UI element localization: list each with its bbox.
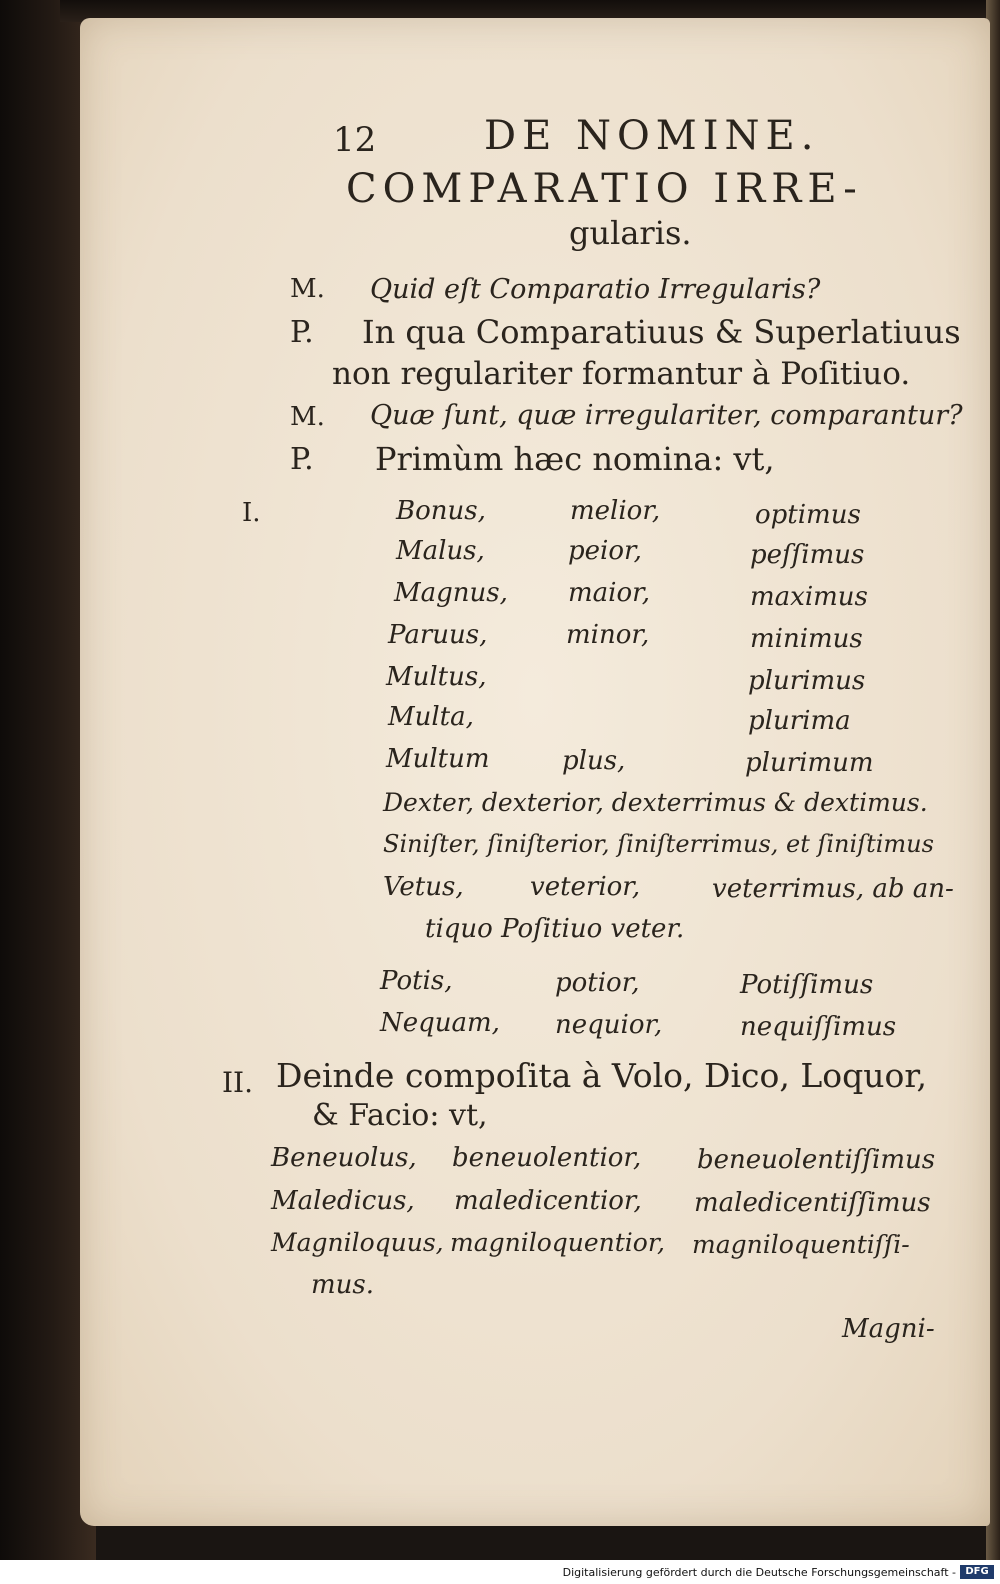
section-title-cont: gularis. [569,214,692,252]
comparison-superlative: nequiſſimus [740,1012,897,1042]
comparison-comparative: maledicentior, [454,1186,642,1216]
speaker-label: P. [290,442,314,477]
comparison-positive: Magniloquus, [271,1228,444,1257]
comparison-positive: Malus, [396,536,485,566]
comparison-comparative: plus, [562,746,626,776]
comparison-superlative: optimus [755,500,861,530]
speaker-label: M. [290,274,325,304]
comparison-superlative: plurimus [748,666,866,696]
answer-text-cont: non regulariter formantur à Poſitiuo. [332,356,911,392]
comparison-superlative: Potiſſimus [740,970,874,1000]
comparison-comparative: beneuolentior, [452,1143,642,1173]
comparison-superlative: maledicentiſſimus [694,1188,931,1218]
comparison-positive: Multum [386,744,490,774]
comparison-positive: Vetus, [383,872,464,902]
section-title: COMPARATIO IRRE- [346,166,863,212]
comparison-positive: Nequam, [380,1008,500,1038]
section-text-cont: & Facio: vt, [312,1098,488,1133]
comparison-positive: Maledicus, [271,1186,415,1216]
comparison-line: Siniſter, ſiniſterior, ſiniſterrimus, et ſiniſtimus [383,830,934,858]
running-head: DE NOMINE. [484,113,820,159]
comparison-superlative: magniloquentiſſi- [692,1230,910,1259]
answer-text: In qua Comparatiuus & Superlatiuus [362,313,961,351]
comparison-comparative: maior, [568,578,650,608]
footer-credit: Digitalisierung gefördert durch die Deutsche Forschungsgemeinschaft - [562,1566,956,1579]
comparison-positive: Beneuolus, [271,1143,417,1173]
comparison-positive: Bonus, [396,496,486,526]
comparison-comparative: potior, [555,968,640,998]
comparison-note: tiquo Poſitiuo veter. [425,914,685,944]
section-text: Deinde compoſita à Volo, Dico, Loquor, [276,1056,928,1095]
question-text: Quæ ſunt, quæ irregulariter, comparantur? [370,400,963,431]
comparison-comparative: peior, [568,536,642,566]
comparison-superlative: beneuolentiſſimus [697,1145,936,1175]
comparison-note: mus. [311,1270,375,1300]
comparison-comparative: magniloquentior, [450,1228,666,1257]
catchword: Magni- [842,1314,935,1344]
comparison-positive: Potis, [380,966,453,996]
section-numeral: I. [242,498,261,528]
comparison-superlative: plurimum [745,748,874,778]
section-numeral: II. [222,1066,254,1099]
comparison-comparative: melior, [570,496,661,526]
comparison-positive: Magnus, [394,578,508,608]
comparison-superlative: maximus [750,582,868,612]
comparison-superlative: peſſimus [750,540,865,570]
comparison-superlative: plurima [748,706,851,736]
comparison-superlative: veterrimus, ab an- [712,874,954,904]
comparison-comparative: minor, [566,620,650,650]
speaker-label: P. [290,315,314,350]
answer-text: Primùm hæc nomina: vt, [375,440,775,478]
comparison-superlative: minimus [750,624,863,654]
comparison-positive: Multa, [388,702,474,732]
comparison-line: Dexter, dexterior, dexterrimus & dextimus. [383,788,928,817]
page-number: 12 [333,120,377,160]
comparison-positive: Multus, [386,662,487,692]
comparison-positive: Paruus, [388,620,488,650]
question-text: Quid eſt Comparatio Irregularis? [370,274,821,305]
speaker-label: M. [290,402,325,432]
comparison-comparative: veterior, [530,872,641,902]
dfg-logo: DFG [960,1565,994,1579]
comparison-comparative: nequior, [555,1010,663,1040]
